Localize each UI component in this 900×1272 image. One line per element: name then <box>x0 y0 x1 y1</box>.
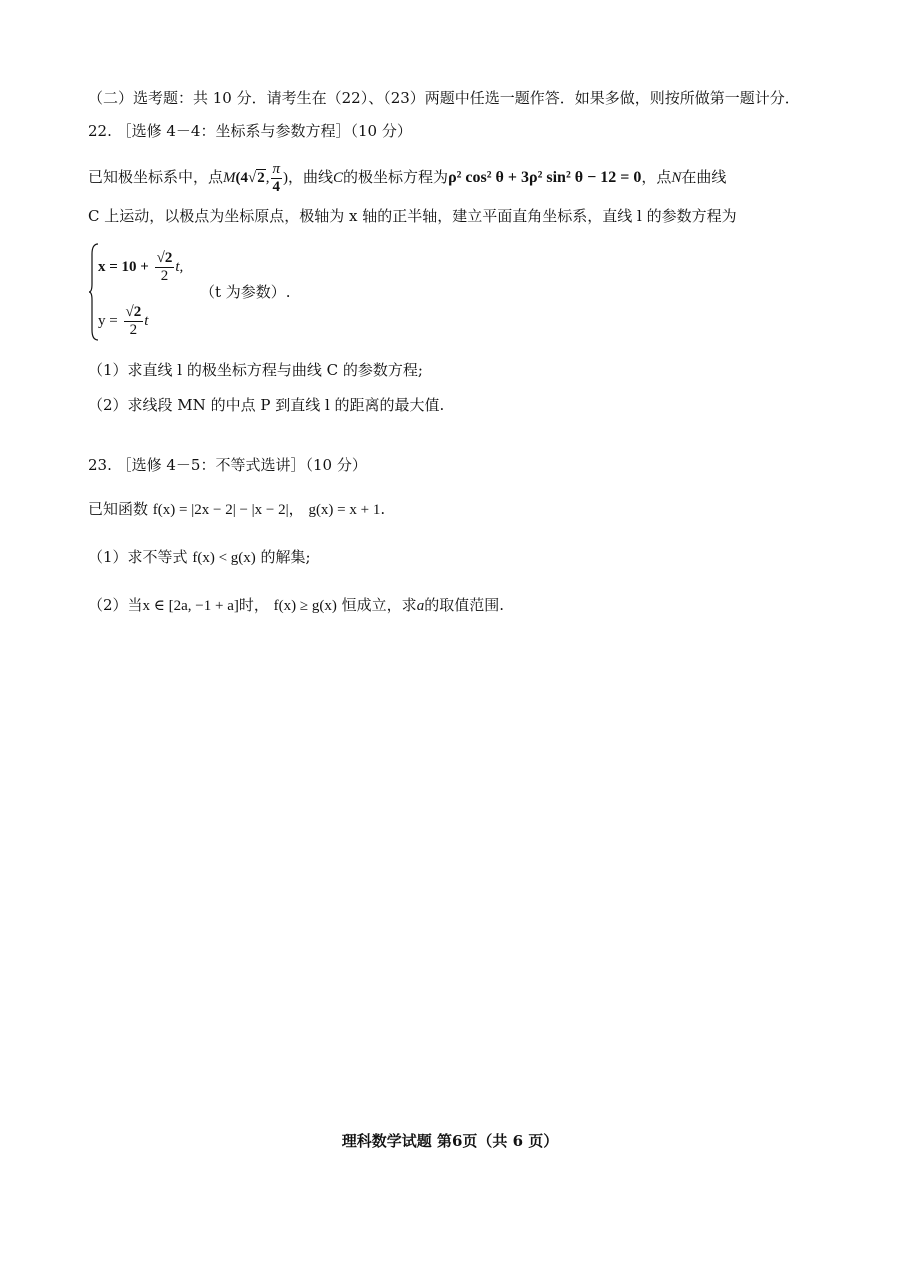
q22-stem-line1 <box>88 160 726 196</box>
param-x-lhs: x = 10 + <box>98 259 149 275</box>
m-frac-num: π <box>272 160 281 177</box>
q23-title: 23. ［选修 4－5：不等式选讲］（10 分） <box>88 456 367 474</box>
sqrt-sign: √ <box>248 170 257 186</box>
q23-part2-d: 的取值范围. <box>424 596 504 614</box>
point-m: M <box>223 170 236 186</box>
q23-part1-a: （1）求不等式 <box>88 548 188 566</box>
param-y-equation <box>98 298 148 343</box>
q22-stem-text-d: ，点 <box>641 168 672 186</box>
section-header: （二）选考题：共 10 分．请考生在（22）、（23）两题中任选一题作答．如果多做，则按所做第一题计分． <box>88 89 800 107</box>
param-x-frac-den: 2 <box>160 267 169 284</box>
q23-part2-c: 恒成立，求 <box>341 596 417 614</box>
q23-part2-b: 时， <box>238 596 269 614</box>
m-coord-open: (4 <box>235 170 249 186</box>
f-definition: f(x) = |2x − 2| − |x − 2| <box>152 502 289 518</box>
param-x-frac-num <box>155 250 175 268</box>
q23-stem-c: . <box>380 500 386 518</box>
param-x-fraction <box>155 250 175 285</box>
q23-part2-a: （2）当 <box>88 596 143 614</box>
m-frac-den: 4 <box>272 178 280 195</box>
param-y-frac-num <box>124 304 144 322</box>
param-note: （t 为参数）. <box>200 283 291 301</box>
q23-stem-a: 已知函数 <box>88 500 149 518</box>
m-angle-fraction <box>271 161 283 196</box>
m-coord-sqrt-value: 2 <box>257 170 265 186</box>
q22-stem-text-c: 的极坐标方程为 <box>343 168 449 186</box>
q22-title: 22. ［选修 4－4：坐标系与参数方程］（10 分） <box>88 122 412 140</box>
param-x-sqrt-value: 2 <box>164 249 173 266</box>
param-x-equation <box>98 244 183 289</box>
page-footer: 理科数学试题 第6页（共 6 页） <box>341 1132 559 1150</box>
param-y-lhs: y = <box>98 313 118 329</box>
sqrt-sign: √ <box>156 249 165 266</box>
q22-stem-line2: C 上运动，以极点为坐标原点，极轴为 x 轴的正半轴，建立平面直角坐标系，直线 l 的参数方程为 <box>88 207 737 225</box>
q22-stem-text-b: ，曲线 <box>288 168 334 186</box>
polar-equation: ρ² cos² θ + 3ρ² sin² θ − 12 = 0 <box>448 169 642 186</box>
m-coord-close: ) <box>283 170 289 186</box>
q22-stem-text-e: 在曲线 <box>681 168 727 186</box>
curve-c: C <box>333 170 344 186</box>
q23-part1 <box>88 547 311 568</box>
param-y-tail: t <box>144 313 149 329</box>
param-y-frac-den: 2 <box>129 321 138 338</box>
q23-part2 <box>88 595 504 616</box>
g-definition: g(x) = x + 1 <box>308 502 381 518</box>
m-coord-comma: , <box>265 170 270 186</box>
q23-part2-inequality: f(x) ≥ g(x) <box>273 598 337 614</box>
point-n: N <box>671 170 682 186</box>
q23-stem <box>88 499 385 520</box>
q22-part1: （1）求直线 l 的极坐标方程与曲线 C 的参数方程; <box>88 361 423 379</box>
sqrt-sign: √ <box>125 303 134 320</box>
q22-stem-text-a: 已知极坐标系中，点 <box>88 168 224 186</box>
q23-part2-var: a <box>416 598 425 614</box>
param-y-fraction <box>124 304 144 339</box>
param-y-sqrt-value: 2 <box>133 303 142 320</box>
param-x-tail: t, <box>175 259 184 275</box>
q23-part2-interval: x ∈ [2a, −1 + a] <box>142 598 239 614</box>
q23-stem-b: ， <box>288 500 304 518</box>
q22-part2: （2）求线段 MN 的中点 P 到直线 l 的距离的最大值. <box>88 396 445 414</box>
q23-part1-b: 的解集; <box>260 548 311 566</box>
q23-part1-inequality: f(x) < g(x) <box>192 550 256 566</box>
